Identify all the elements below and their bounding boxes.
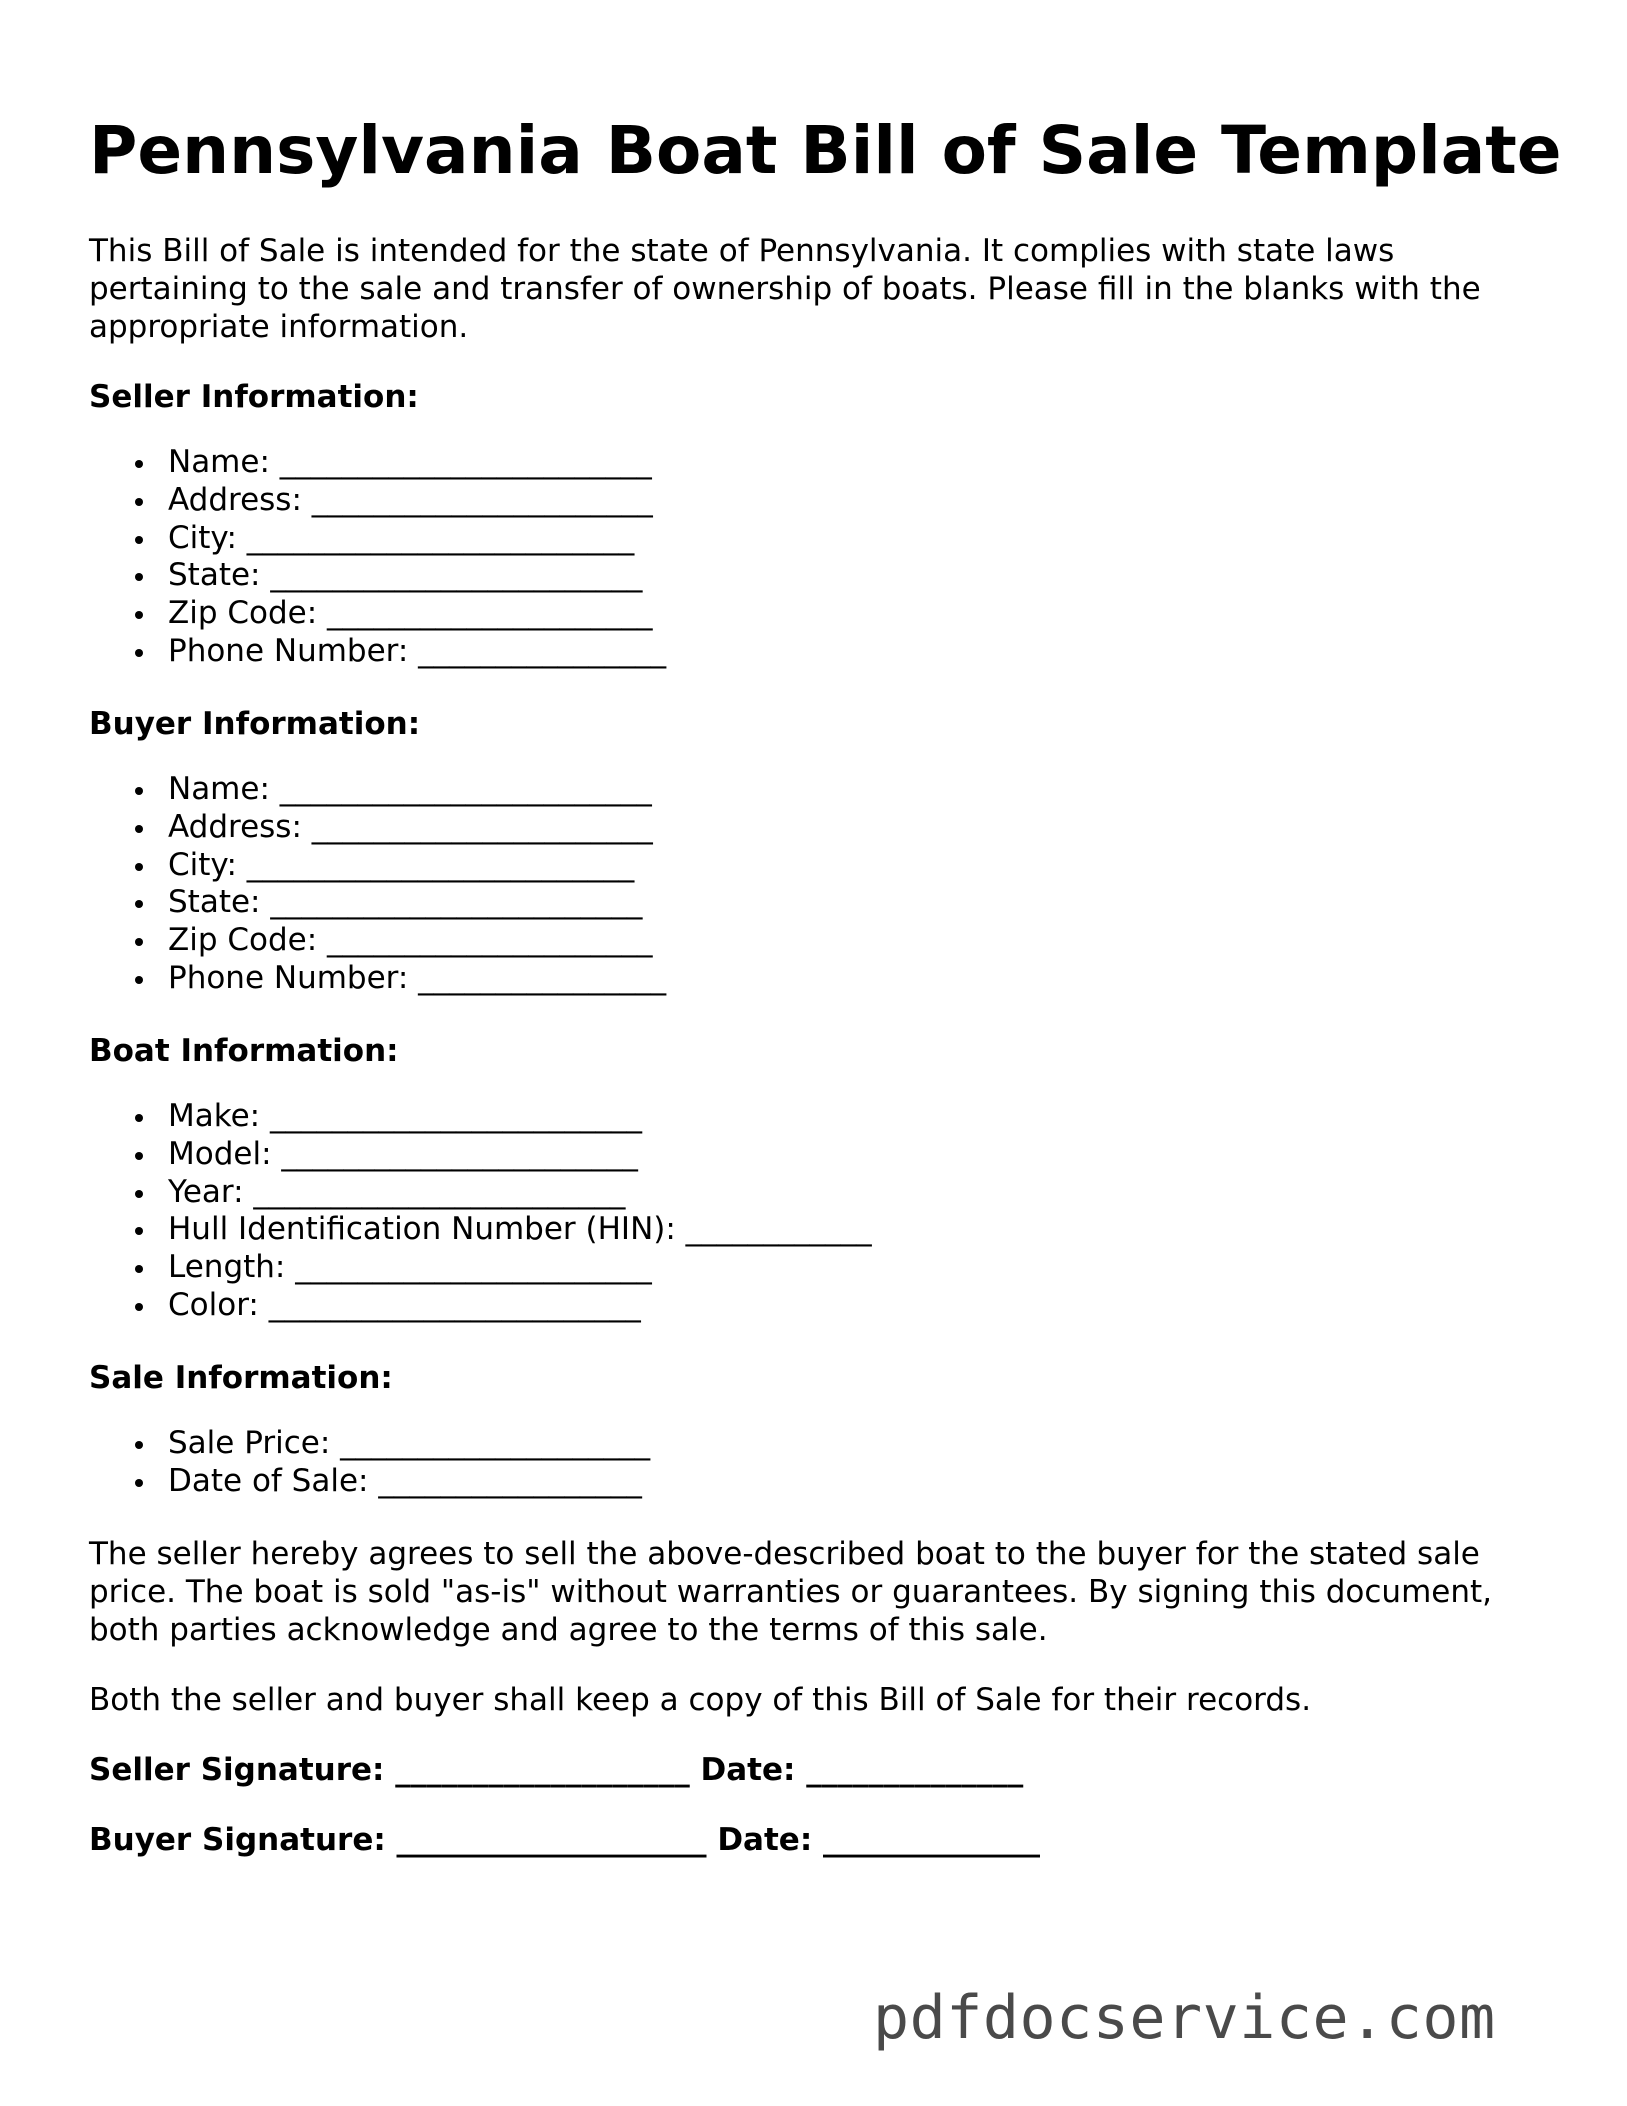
seller-phone-field: Phone Number: ________________ — [89, 633, 666, 671]
seller-heading: Seller Information: — [89, 379, 419, 415]
records-paragraph: Both the seller and buyer shall keep a copy of this Bill of Sale for their records. — [89, 1682, 1312, 1718]
seller-state-field: State: ________________________ — [89, 557, 666, 595]
buyer-name-field: Name: ________________________ — [89, 771, 666, 809]
boat-hin-field: Hull Identification Number (HIN): ____________ — [89, 1211, 872, 1249]
buyer-heading: Buyer Information: — [89, 706, 421, 742]
buyer-field-list — [89, 771, 666, 998]
boat-field-list — [89, 1098, 872, 1325]
watermark-text: pdfdocservice.com — [873, 1983, 1496, 2053]
boat-model-field: Model: _______________________ — [89, 1136, 872, 1174]
seller-zip-field: Zip Code: _____________________ — [89, 595, 666, 633]
buyer-address-field: Address: ______________________ — [89, 809, 666, 847]
boat-make-field: Make: ________________________ — [89, 1098, 872, 1136]
buyer-city-field: City: _________________________ — [89, 847, 666, 885]
agreement-paragraph: The seller hereby agrees to sell the above-described boat to the buyer for the stated sale price. The boat is sold "as-is" without warranties or guarantees. By signing this document, both parties acknowledge and agree to the terms of this sale. — [89, 1536, 1493, 1648]
sale-heading: Sale Information: — [89, 1360, 393, 1396]
seller-signature-line: Seller Signature: ___________________ Date: ______________ — [89, 1752, 1024, 1788]
seller-name-field: Name: ________________________ — [89, 444, 666, 482]
intro-paragraph: This Bill of Sale is intended for the state of Pennsylvania. It complies with state laws pertaining to the sale and transfer of ownership of boats. Please fill in the blanks with the appropriate information. — [89, 233, 1481, 345]
boat-color-field: Color: ________________________ — [89, 1287, 872, 1325]
buyer-zip-field: Zip Code: _____________________ — [89, 922, 666, 960]
buyer-phone-field: Phone Number: ________________ — [89, 960, 666, 998]
buyer-state-field: State: ________________________ — [89, 884, 666, 922]
boat-heading: Boat Information: — [89, 1033, 399, 1069]
seller-city-field: City: _________________________ — [89, 520, 666, 558]
sale-field-list — [89, 1425, 650, 1501]
boat-length-field: Length: _______________________ — [89, 1249, 872, 1287]
boat-year-field: Year: ________________________ — [89, 1174, 872, 1212]
sale-date-field: Date of Sale: _________________ — [89, 1463, 650, 1501]
seller-field-list — [89, 444, 666, 671]
buyer-signature-line: Buyer Signature: ____________________ Date: ______________ — [89, 1822, 1041, 1858]
sale-price-field: Sale Price: ____________________ — [89, 1425, 650, 1463]
seller-address-field: Address: ______________________ — [89, 482, 666, 520]
page-title: Pennsylvania Boat Bill of Sale Template — [89, 112, 1562, 189]
